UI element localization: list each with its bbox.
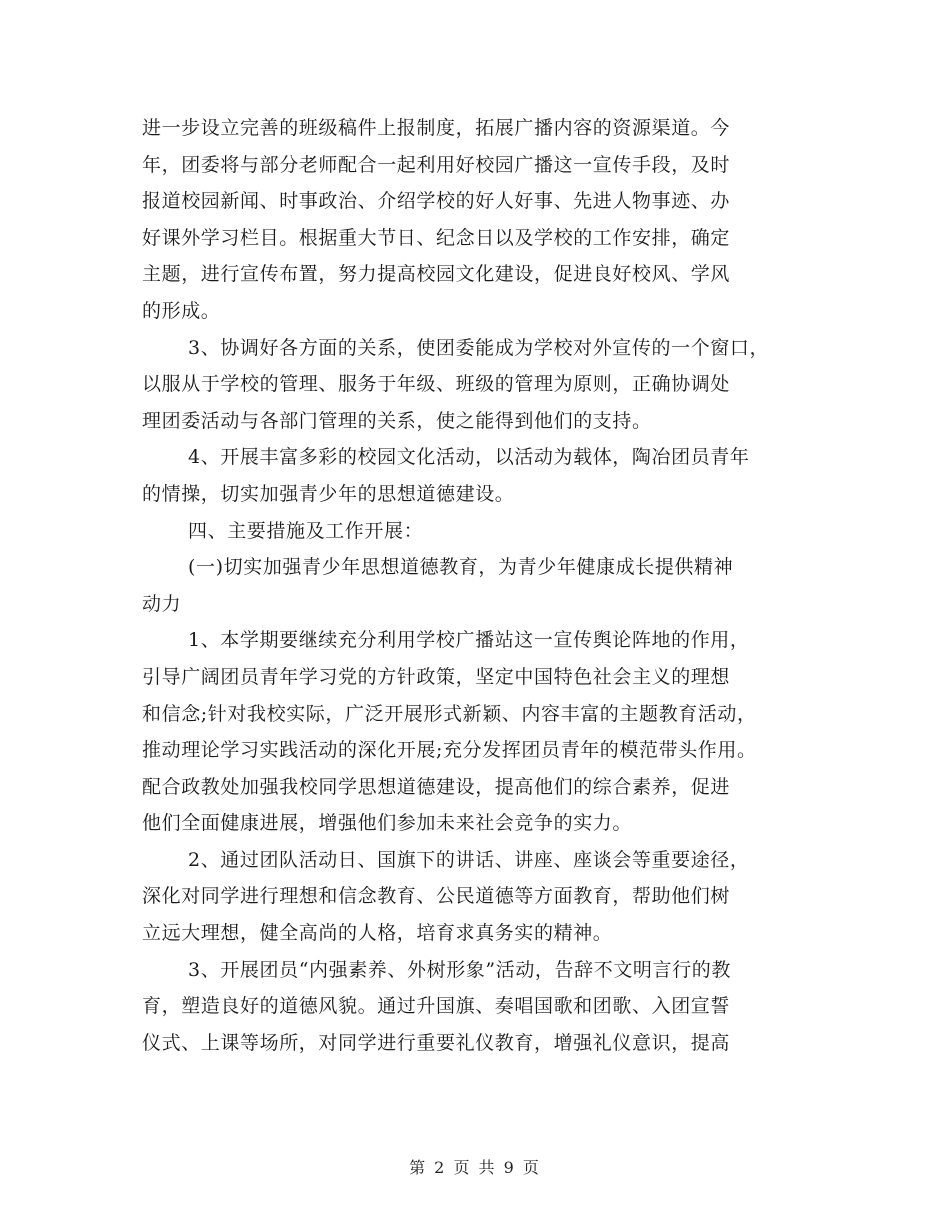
text-line: 好课外学习栏目。根据重大节日、纪念日以及学校的工作安排，确定 bbox=[142, 226, 731, 249]
text-line: 和信念;针对我校实际，广泛开展形式新颖、内容丰富的主题教育活动， bbox=[142, 702, 757, 725]
text-line: 4、开展丰富多彩的校园文化活动，以活动为载体，陶冶团员青年 bbox=[188, 446, 750, 469]
text-line: 年，团委将与部分老师配合一起利用好校园广播这一宣传手段，及时 bbox=[142, 153, 731, 176]
text-line: 进一步设立完善的班级稿件上报制度，拓展广播内容的资源渠道。今 bbox=[142, 117, 731, 139]
text-line: 3、开展团员“内强素养、外树形象”活动，告辞不文明言行的教 bbox=[188, 958, 731, 981]
text-line: 四、主要措施及工作开展： bbox=[188, 519, 424, 542]
text-line: 他们全面健康进展，增强他们参加未来社会竞争的实力。 bbox=[142, 812, 633, 835]
text-line: 立远大理想，健全高尚的人格，培育求真务实的精神。 bbox=[142, 922, 613, 945]
text-line: 的形成。 bbox=[142, 299, 221, 322]
page-number-footer: 第 2 页 共 9 页 bbox=[409, 1158, 541, 1177]
text-line: 2、通过团队活动日、国旗下的讲话、讲座、座谈会等重要途径， bbox=[188, 848, 750, 871]
text-line: 推动理论学习实践活动的深化开展;充分发挥团员青年的模范带头作用。 bbox=[142, 739, 757, 762]
text-line: 动力 bbox=[142, 592, 182, 615]
text-line: (一)切实加强青少年思想道德教育，为青少年健康成长提供精神 bbox=[188, 556, 734, 579]
text-line: 深化对同学进行理想和信念教育、公民道德等方面教育，帮助他们树 bbox=[142, 885, 731, 908]
text-line: 报道校园新闻、时事政治、介绍学校的好人好事、先进人物事迹、办 bbox=[142, 190, 731, 213]
text-line: 以服从于学校的管理、服务于年级、班级的管理为原则，正确协调处 bbox=[142, 373, 731, 396]
text-line: 育，塑造良好的道德风貌。通过升国旗、奏唱国歌和团歌、入团宣誓 bbox=[142, 995, 731, 1018]
document-body bbox=[142, 110, 822, 1061]
text-line: 仪式、上课等场所，对同学进行重要礼仪教育，增强礼仪意识，提高 bbox=[142, 1031, 731, 1054]
text-line: 配合政教处加强我校同学思想道德建设，提高他们的综合素养，促进 bbox=[142, 775, 731, 798]
text-line: 主题，进行宣传布置，努力提高校园文化建设，促进良好校风、学风 bbox=[142, 263, 731, 286]
text-line: 1、本学期要继续充分利用学校广播站这一宣传舆论阵地的作用， bbox=[188, 629, 750, 652]
text-line: 引导广阔团员青年学习党的方针政策，坚定中国特色社会主义的理想 bbox=[142, 665, 731, 688]
text-line: 的情操，切实加强青少年的思想道德建设。 bbox=[142, 482, 515, 505]
text-line: 3、协调好各方面的关系，使团委能成为学校对外宣传的一个窗口， bbox=[188, 336, 770, 359]
text-line: 理团委活动与各部门管理的关系，使之能得到他们的支持。 bbox=[142, 409, 652, 432]
